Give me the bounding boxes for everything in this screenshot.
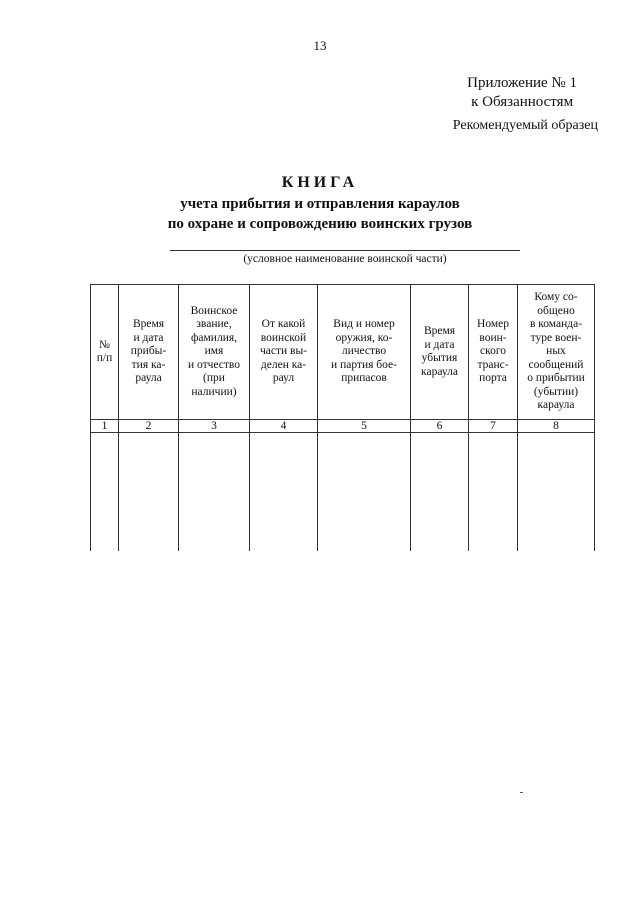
- table-empty-body-row: [91, 433, 595, 552]
- column-header: От какой воинской части вы- делен ка- раул: [250, 285, 318, 420]
- empty-cell: [91, 433, 119, 552]
- column-number: 3: [179, 420, 250, 433]
- column-number: 6: [411, 420, 469, 433]
- empty-cell: [119, 433, 179, 552]
- column-header: Вид и номер оружия, ко- личество и партия бое- припасов: [318, 285, 411, 420]
- appendix-reference: [467, 74, 577, 112]
- empty-cell: [318, 433, 411, 552]
- subtitle-line-2: по охране и сопровождению воинских грузов: [167, 216, 473, 232]
- column-header: Номер воин- ского транс- порта: [469, 285, 518, 420]
- empty-cell: [411, 433, 469, 552]
- column-header: № п/п: [91, 285, 119, 420]
- document-subtitle: [0, 194, 640, 234]
- column-header: Время и дата убытия караула: [411, 285, 469, 420]
- appendix-line-1: Приложение № 1: [467, 75, 577, 91]
- column-number: 4: [250, 420, 318, 433]
- scan-speck: [520, 792, 523, 793]
- recommended-sample-label: Рекомендуемый образец: [452, 118, 598, 133]
- column-number-row: [91, 420, 595, 433]
- empty-cell: [518, 433, 595, 552]
- column-number: 1: [91, 420, 119, 433]
- unit-name-underline: [170, 250, 520, 251]
- empty-cell: [250, 433, 318, 552]
- column-header: Воинское звание, фамилия, имя и отчество (при наличии): [179, 285, 250, 420]
- arrival-departure-table: [90, 284, 594, 554]
- column-number: 2: [119, 420, 179, 433]
- empty-cell: [469, 433, 518, 552]
- column-number: 8: [518, 420, 595, 433]
- column-header: Кому со- общено в команда- туре воен- ных сообщений о прибытии (убытии) караула: [518, 285, 595, 420]
- column-header: Время и дата прибы- тия ка- раула: [119, 285, 179, 420]
- column-number: 5: [318, 420, 411, 433]
- appendix-line-2: к Обязанностям: [471, 94, 574, 110]
- unit-name-caption: (условное наименование воинской части): [243, 253, 447, 265]
- subtitle-line-1: учета прибытия и отправления караулов: [180, 196, 460, 212]
- page-number: 13: [313, 38, 327, 53]
- document-title: КНИГА: [281, 174, 359, 191]
- table-header-row: [91, 285, 595, 420]
- column-number: 7: [469, 420, 518, 433]
- empty-cell: [179, 433, 250, 552]
